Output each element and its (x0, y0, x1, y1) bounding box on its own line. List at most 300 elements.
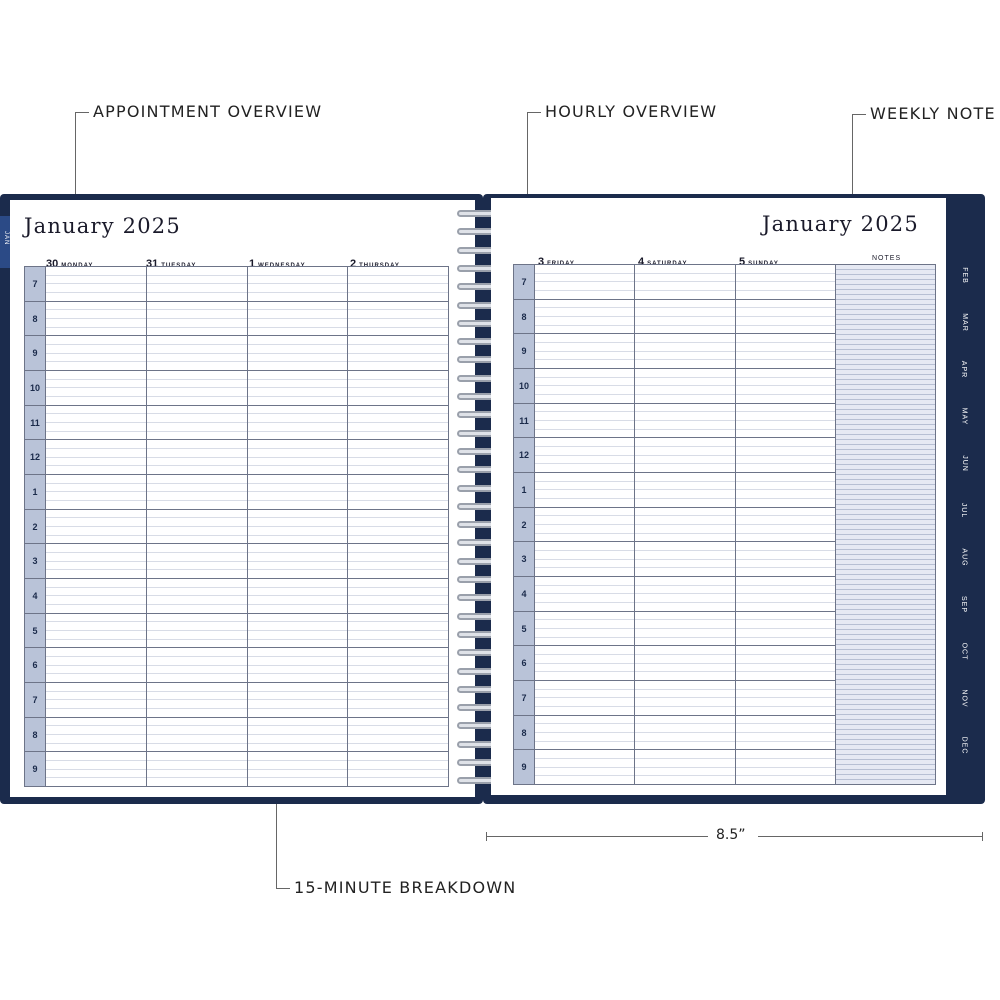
quarter-hour-slot[interactable] (736, 750, 835, 758)
quarter-hour-slot[interactable] (736, 273, 835, 282)
quarter-hour-slot[interactable] (635, 281, 734, 290)
quarter-hour-slot[interactable] (348, 725, 448, 734)
quarter-hour-slot[interactable] (535, 438, 634, 446)
quarter-hour-slot[interactable] (348, 267, 448, 275)
quarter-hour-slot[interactable] (46, 465, 146, 474)
quarter-hour-slot[interactable] (46, 752, 146, 760)
quarter-hour-slot[interactable] (248, 500, 348, 509)
quarter-hour-slot[interactable] (736, 411, 835, 420)
quarter-hour-slot[interactable] (248, 275, 348, 284)
quarter-hour-slot[interactable] (535, 654, 634, 663)
quarter-hour-slot[interactable] (46, 526, 146, 535)
quarter-hour-slot[interactable] (248, 465, 348, 474)
quarter-hour-slot[interactable] (535, 567, 634, 576)
weekly-notes-area[interactable] (835, 265, 935, 784)
quarter-hour-slot[interactable] (248, 440, 348, 448)
quarter-hour-slot[interactable] (46, 683, 146, 691)
quarter-hour-slot[interactable] (635, 750, 734, 758)
quarter-hour-slot[interactable] (348, 275, 448, 284)
quarter-hour-slot[interactable] (147, 656, 247, 665)
month-tab[interactable] (953, 301, 975, 347)
quarter-hour-slot[interactable] (535, 628, 634, 637)
quarter-hour-slot[interactable] (348, 517, 448, 526)
quarter-hour-slot[interactable] (248, 734, 348, 743)
quarter-hour-slot[interactable] (248, 579, 348, 587)
quarter-hour-slot[interactable] (248, 344, 348, 353)
quarter-hour-slot[interactable] (248, 292, 348, 301)
quarter-hour-slot[interactable] (736, 732, 835, 741)
quarter-hour-slot[interactable] (147, 361, 247, 370)
quarter-hour-slot[interactable] (248, 448, 348, 457)
quarter-hour-slot[interactable] (46, 665, 146, 674)
quarter-hour-slot[interactable] (147, 500, 247, 509)
quarter-hour-slot[interactable] (147, 440, 247, 448)
quarter-hour-slot[interactable] (46, 535, 146, 544)
quarter-hour-slot[interactable] (348, 371, 448, 379)
quarter-hour-slot[interactable] (248, 752, 348, 760)
quarter-hour-slot[interactable] (147, 406, 247, 414)
quarter-hour-slot[interactable] (46, 457, 146, 466)
quarter-hour-slot[interactable] (535, 758, 634, 767)
quarter-hour-slot[interactable] (46, 267, 146, 275)
quarter-hour-slot[interactable] (535, 307, 634, 316)
quarter-hour-slot[interactable] (348, 379, 448, 388)
quarter-hour-slot[interactable] (147, 604, 247, 613)
quarter-hour-slot[interactable] (736, 463, 835, 472)
quarter-hour-slot[interactable] (535, 489, 634, 498)
quarter-hour-slot[interactable] (147, 510, 247, 518)
quarter-hour-slot[interactable] (348, 552, 448, 561)
quarter-hour-slot[interactable] (348, 361, 448, 370)
quarter-hour-slot[interactable] (348, 283, 448, 292)
quarter-hour-slot[interactable] (147, 283, 247, 292)
left-day-column-wednesday[interactable] (247, 267, 348, 786)
quarter-hour-slot[interactable] (635, 334, 734, 342)
quarter-hour-slot[interactable] (147, 465, 247, 474)
left-day-column-tuesday[interactable] (146, 267, 247, 786)
quarter-hour-slot[interactable] (635, 559, 734, 568)
quarter-hour-slot[interactable] (535, 455, 634, 464)
quarter-hour-slot[interactable] (635, 515, 734, 524)
quarter-hour-slot[interactable] (46, 275, 146, 284)
quarter-hour-slot[interactable] (348, 699, 448, 708)
quarter-hour-slot[interactable] (348, 406, 448, 414)
quarter-hour-slot[interactable] (736, 716, 835, 724)
quarter-hour-slot[interactable] (46, 440, 146, 448)
quarter-hour-slot[interactable] (736, 369, 835, 377)
quarter-hour-slot[interactable] (46, 336, 146, 344)
quarter-hour-slot[interactable] (46, 673, 146, 682)
quarter-hour-slot[interactable] (46, 699, 146, 708)
quarter-hour-slot[interactable] (147, 639, 247, 648)
quarter-hour-slot[interactable] (736, 524, 835, 533)
quarter-hour-slot[interactable] (535, 723, 634, 732)
quarter-hour-slot[interactable] (635, 438, 734, 446)
quarter-hour-slot[interactable] (736, 577, 835, 585)
quarter-hour-slot[interactable] (535, 593, 634, 602)
quarter-hour-slot[interactable] (248, 604, 348, 613)
month-tab[interactable] (953, 724, 975, 770)
quarter-hour-slot[interactable] (535, 411, 634, 420)
quarter-hour-slot[interactable] (248, 639, 348, 648)
quarter-hour-slot[interactable] (46, 318, 146, 327)
quarter-hour-slot[interactable] (46, 579, 146, 587)
quarter-hour-slot[interactable] (535, 716, 634, 724)
quarter-hour-slot[interactable] (248, 457, 348, 466)
quarter-hour-slot[interactable] (535, 533, 634, 542)
quarter-hour-slot[interactable] (248, 396, 348, 405)
quarter-hour-slot[interactable] (535, 706, 634, 715)
quarter-hour-slot[interactable] (348, 639, 448, 648)
quarter-hour-slot[interactable] (635, 671, 734, 680)
quarter-hour-slot[interactable] (635, 567, 734, 576)
quarter-hour-slot[interactable] (248, 387, 348, 396)
quarter-hour-slot[interactable] (348, 734, 448, 743)
quarter-hour-slot[interactable] (635, 508, 734, 516)
quarter-hour-slot[interactable] (535, 334, 634, 342)
quarter-hour-slot[interactable] (248, 743, 348, 752)
quarter-hour-slot[interactable] (46, 396, 146, 405)
quarter-hour-slot[interactable] (46, 510, 146, 518)
quarter-hour-slot[interactable] (736, 316, 835, 325)
quarter-hour-slot[interactable] (248, 725, 348, 734)
month-tab[interactable] (953, 254, 975, 300)
quarter-hour-slot[interactable] (535, 420, 634, 429)
quarter-hour-slot[interactable] (147, 621, 247, 630)
right-day-column-sunday[interactable] (735, 265, 835, 784)
quarter-hour-slot[interactable] (348, 760, 448, 769)
quarter-hour-slot[interactable] (736, 334, 835, 342)
quarter-hour-slot[interactable] (46, 344, 146, 353)
quarter-hour-slot[interactable] (535, 681, 634, 689)
quarter-hour-slot[interactable] (535, 767, 634, 776)
quarter-hour-slot[interactable] (46, 648, 146, 656)
quarter-hour-slot[interactable] (147, 648, 247, 656)
quarter-hour-slot[interactable] (248, 302, 348, 310)
quarter-hour-slot[interactable] (147, 491, 247, 500)
quarter-hour-slot[interactable] (46, 718, 146, 726)
quarter-hour-slot[interactable] (248, 708, 348, 717)
quarter-hour-slot[interactable] (348, 561, 448, 570)
quarter-hour-slot[interactable] (635, 446, 734, 455)
right-day-column-friday[interactable] (534, 265, 634, 784)
quarter-hour-slot[interactable] (147, 517, 247, 526)
left-day-column-thursday[interactable] (347, 267, 448, 786)
quarter-hour-slot[interactable] (348, 292, 448, 301)
quarter-hour-slot[interactable] (535, 481, 634, 490)
quarter-hour-slot[interactable] (46, 483, 146, 492)
quarter-hour-slot[interactable] (147, 579, 247, 587)
quarter-hour-slot[interactable] (736, 602, 835, 611)
quarter-hour-slot[interactable] (635, 307, 734, 316)
quarter-hour-slot[interactable] (535, 559, 634, 568)
quarter-hour-slot[interactable] (736, 706, 835, 715)
quarter-hour-slot[interactable] (535, 377, 634, 386)
quarter-hour-slot[interactable] (736, 265, 835, 273)
quarter-hour-slot[interactable] (46, 379, 146, 388)
quarter-hour-slot[interactable] (147, 413, 247, 422)
quarter-hour-slot[interactable] (535, 508, 634, 516)
quarter-hour-slot[interactable] (736, 481, 835, 490)
quarter-hour-slot[interactable] (147, 457, 247, 466)
quarter-hour-slot[interactable] (248, 475, 348, 483)
quarter-hour-slot[interactable] (147, 483, 247, 492)
quarter-hour-slot[interactable] (635, 524, 734, 533)
quarter-hour-slot[interactable] (46, 422, 146, 431)
quarter-hour-slot[interactable] (248, 769, 348, 778)
quarter-hour-slot[interactable] (147, 535, 247, 544)
quarter-hour-slot[interactable] (635, 612, 734, 620)
quarter-hour-slot[interactable] (635, 351, 734, 360)
quarter-hour-slot[interactable] (248, 353, 348, 362)
month-tab[interactable] (953, 536, 975, 582)
quarter-hour-slot[interactable] (248, 327, 348, 336)
quarter-hour-slot[interactable] (535, 515, 634, 524)
quarter-hour-slot[interactable] (348, 327, 448, 336)
quarter-hour-slot[interactable] (248, 517, 348, 526)
quarter-hour-slot[interactable] (736, 646, 835, 654)
quarter-hour-slot[interactable] (46, 353, 146, 362)
quarter-hour-slot[interactable] (736, 394, 835, 403)
quarter-hour-slot[interactable] (46, 309, 146, 318)
quarter-hour-slot[interactable] (248, 656, 348, 665)
quarter-hour-slot[interactable] (736, 429, 835, 438)
quarter-hour-slot[interactable] (348, 587, 448, 596)
quarter-hour-slot[interactable] (147, 769, 247, 778)
quarter-hour-slot[interactable] (147, 371, 247, 379)
quarter-hour-slot[interactable] (535, 281, 634, 290)
quarter-hour-slot[interactable] (635, 265, 734, 273)
quarter-hour-slot[interactable] (147, 526, 247, 535)
quarter-hour-slot[interactable] (736, 455, 835, 464)
quarter-hour-slot[interactable] (46, 361, 146, 370)
quarter-hour-slot[interactable] (736, 628, 835, 637)
quarter-hour-slot[interactable] (348, 743, 448, 752)
month-tab[interactable] (953, 489, 975, 535)
quarter-hour-slot[interactable] (46, 639, 146, 648)
quarter-hour-slot[interactable] (147, 344, 247, 353)
quarter-hour-slot[interactable] (248, 309, 348, 318)
quarter-hour-slot[interactable] (46, 491, 146, 500)
quarter-hour-slot[interactable] (736, 325, 835, 334)
quarter-hour-slot[interactable] (348, 777, 448, 786)
quarter-hour-slot[interactable] (147, 708, 247, 717)
quarter-hour-slot[interactable] (736, 515, 835, 524)
quarter-hour-slot[interactable] (535, 697, 634, 706)
quarter-hour-slot[interactable] (248, 267, 348, 275)
quarter-hour-slot[interactable] (46, 387, 146, 396)
quarter-hour-slot[interactable] (248, 361, 348, 370)
quarter-hour-slot[interactable] (535, 671, 634, 680)
quarter-hour-slot[interactable] (635, 767, 734, 776)
quarter-hour-slot[interactable] (348, 431, 448, 440)
quarter-hour-slot[interactable] (635, 681, 734, 689)
quarter-hour-slot[interactable] (736, 473, 835, 481)
quarter-hour-slot[interactable] (147, 595, 247, 604)
quarter-hour-slot[interactable] (635, 697, 734, 706)
quarter-hour-slot[interactable] (736, 637, 835, 646)
quarter-hour-slot[interactable] (736, 612, 835, 620)
quarter-hour-slot[interactable] (248, 648, 348, 656)
quarter-hour-slot[interactable] (736, 697, 835, 706)
quarter-hour-slot[interactable] (736, 758, 835, 767)
quarter-hour-slot[interactable] (736, 542, 835, 550)
quarter-hour-slot[interactable] (147, 752, 247, 760)
quarter-hour-slot[interactable] (736, 775, 835, 784)
quarter-hour-slot[interactable] (736, 377, 835, 386)
quarter-hour-slot[interactable] (736, 359, 835, 368)
quarter-hour-slot[interactable] (248, 614, 348, 622)
quarter-hour-slot[interactable] (535, 542, 634, 550)
quarter-hour-slot[interactable] (147, 292, 247, 301)
quarter-hour-slot[interactable] (248, 491, 348, 500)
quarter-hour-slot[interactable] (736, 290, 835, 299)
quarter-hour-slot[interactable] (348, 526, 448, 535)
quarter-hour-slot[interactable] (348, 483, 448, 492)
quarter-hour-slot[interactable] (348, 614, 448, 622)
quarter-hour-slot[interactable] (535, 429, 634, 438)
quarter-hour-slot[interactable] (348, 656, 448, 665)
quarter-hour-slot[interactable] (348, 309, 448, 318)
quarter-hour-slot[interactable] (46, 621, 146, 630)
quarter-hour-slot[interactable] (535, 265, 634, 273)
quarter-hour-slot[interactable] (535, 619, 634, 628)
quarter-hour-slot[interactable] (46, 743, 146, 752)
quarter-hour-slot[interactable] (535, 404, 634, 412)
quarter-hour-slot[interactable] (248, 318, 348, 327)
quarter-hour-slot[interactable] (46, 656, 146, 665)
quarter-hour-slot[interactable] (348, 440, 448, 448)
quarter-hour-slot[interactable] (248, 413, 348, 422)
quarter-hour-slot[interactable] (635, 473, 734, 481)
quarter-hour-slot[interactable] (736, 438, 835, 446)
quarter-hour-slot[interactable] (248, 406, 348, 414)
quarter-hour-slot[interactable] (147, 379, 247, 388)
quarter-hour-slot[interactable] (535, 351, 634, 360)
quarter-hour-slot[interactable] (248, 379, 348, 388)
quarter-hour-slot[interactable] (635, 394, 734, 403)
quarter-hour-slot[interactable] (635, 593, 734, 602)
month-tab[interactable] (953, 348, 975, 394)
quarter-hour-slot[interactable] (348, 387, 448, 396)
quarter-hour-slot[interactable] (535, 577, 634, 585)
quarter-hour-slot[interactable] (248, 665, 348, 674)
quarter-hour-slot[interactable] (248, 569, 348, 578)
quarter-hour-slot[interactable] (535, 385, 634, 394)
quarter-hour-slot[interactable] (535, 550, 634, 559)
quarter-hour-slot[interactable] (736, 281, 835, 290)
quarter-hour-slot[interactable] (46, 725, 146, 734)
quarter-hour-slot[interactable] (147, 327, 247, 336)
quarter-hour-slot[interactable] (635, 489, 734, 498)
quarter-hour-slot[interactable] (248, 595, 348, 604)
quarter-hour-slot[interactable] (736, 567, 835, 576)
month-tab[interactable] (953, 677, 975, 723)
quarter-hour-slot[interactable] (46, 475, 146, 483)
quarter-hour-slot[interactable] (736, 593, 835, 602)
quarter-hour-slot[interactable] (348, 475, 448, 483)
quarter-hour-slot[interactable] (535, 646, 634, 654)
quarter-hour-slot[interactable] (635, 663, 734, 672)
quarter-hour-slot[interactable] (46, 760, 146, 769)
quarter-hour-slot[interactable] (535, 342, 634, 351)
quarter-hour-slot[interactable] (348, 769, 448, 778)
quarter-hour-slot[interactable] (736, 342, 835, 351)
quarter-hour-slot[interactable] (635, 325, 734, 334)
quarter-hour-slot[interactable] (736, 533, 835, 542)
quarter-hour-slot[interactable] (736, 307, 835, 316)
quarter-hour-slot[interactable] (635, 273, 734, 282)
quarter-hour-slot[interactable] (535, 300, 634, 308)
quarter-hour-slot[interactable] (635, 481, 734, 490)
quarter-hour-slot[interactable] (736, 654, 835, 663)
quarter-hour-slot[interactable] (635, 654, 734, 663)
quarter-hour-slot[interactable] (535, 612, 634, 620)
quarter-hour-slot[interactable] (147, 309, 247, 318)
quarter-hour-slot[interactable] (348, 457, 448, 466)
quarter-hour-slot[interactable] (535, 524, 634, 533)
quarter-hour-slot[interactable] (348, 510, 448, 518)
quarter-hour-slot[interactable] (248, 561, 348, 570)
quarter-hour-slot[interactable] (147, 422, 247, 431)
quarter-hour-slot[interactable] (635, 646, 734, 654)
quarter-hour-slot[interactable] (736, 420, 835, 429)
quarter-hour-slot[interactable] (248, 544, 348, 552)
quarter-hour-slot[interactable] (248, 535, 348, 544)
quarter-hour-slot[interactable] (736, 689, 835, 698)
quarter-hour-slot[interactable] (46, 327, 146, 336)
quarter-hour-slot[interactable] (635, 455, 734, 464)
quarter-hour-slot[interactable] (635, 619, 734, 628)
quarter-hour-slot[interactable] (535, 290, 634, 299)
quarter-hour-slot[interactable] (147, 318, 247, 327)
quarter-hour-slot[interactable] (736, 351, 835, 360)
quarter-hour-slot[interactable] (535, 394, 634, 403)
quarter-hour-slot[interactable] (147, 336, 247, 344)
quarter-hour-slot[interactable] (46, 431, 146, 440)
quarter-hour-slot[interactable] (535, 732, 634, 741)
quarter-hour-slot[interactable] (46, 500, 146, 509)
quarter-hour-slot[interactable] (348, 535, 448, 544)
quarter-hour-slot[interactable] (535, 473, 634, 481)
quarter-hour-slot[interactable] (348, 673, 448, 682)
quarter-hour-slot[interactable] (147, 777, 247, 786)
quarter-hour-slot[interactable] (348, 448, 448, 457)
quarter-hour-slot[interactable] (147, 569, 247, 578)
quarter-hour-slot[interactable] (535, 273, 634, 282)
quarter-hour-slot[interactable] (248, 510, 348, 518)
quarter-hour-slot[interactable] (736, 300, 835, 308)
quarter-hour-slot[interactable] (46, 769, 146, 778)
quarter-hour-slot[interactable] (736, 723, 835, 732)
quarter-hour-slot[interactable] (535, 359, 634, 368)
quarter-hour-slot[interactable] (46, 292, 146, 301)
quarter-hour-slot[interactable] (736, 446, 835, 455)
right-day-column-saturday[interactable] (634, 265, 734, 784)
quarter-hour-slot[interactable] (736, 767, 835, 776)
quarter-hour-slot[interactable] (46, 587, 146, 596)
quarter-hour-slot[interactable] (248, 483, 348, 492)
quarter-hour-slot[interactable] (535, 663, 634, 672)
quarter-hour-slot[interactable] (736, 663, 835, 672)
quarter-hour-slot[interactable] (248, 673, 348, 682)
quarter-hour-slot[interactable] (635, 716, 734, 724)
quarter-hour-slot[interactable] (46, 708, 146, 717)
quarter-hour-slot[interactable] (46, 734, 146, 743)
quarter-hour-slot[interactable] (635, 775, 734, 784)
quarter-hour-slot[interactable] (46, 544, 146, 552)
quarter-hour-slot[interactable] (348, 491, 448, 500)
